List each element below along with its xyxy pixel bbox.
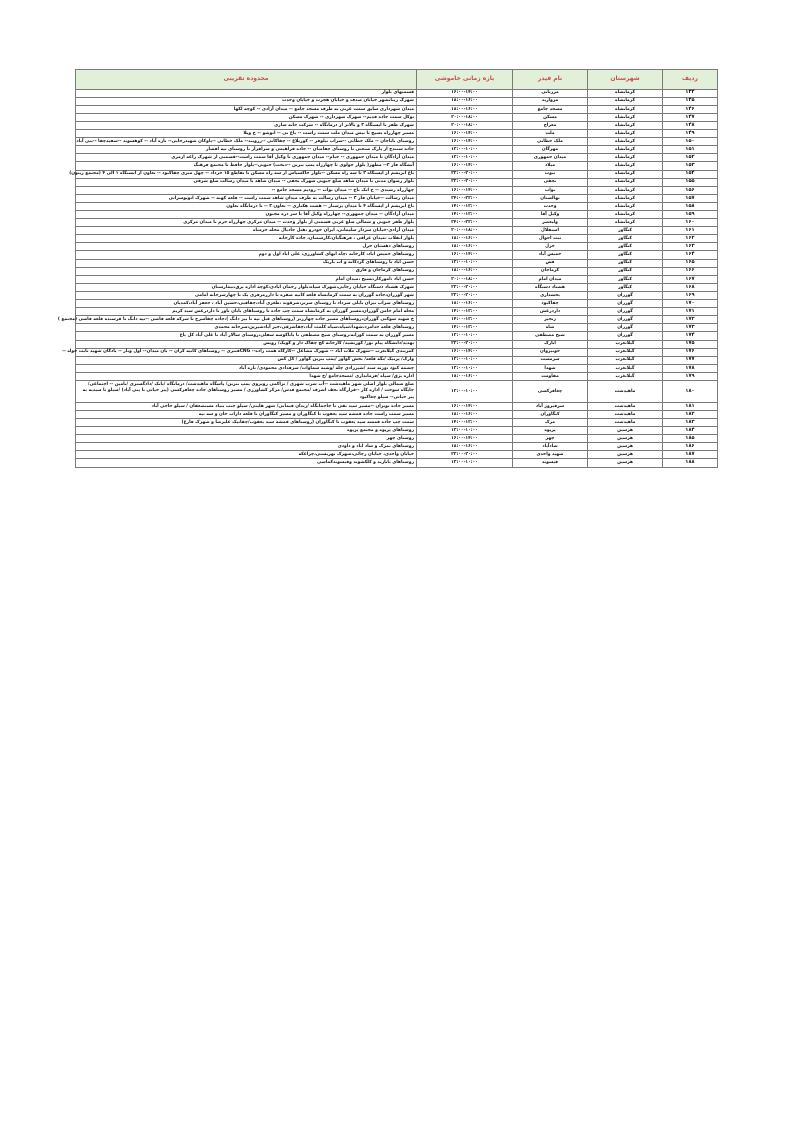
- city-cell: گیلانغرب: [588, 364, 663, 372]
- area-cell: روستاهای پرپوه و مجتمع پرپوه: [76, 427, 417, 435]
- table-row: [76, 146, 718, 154]
- time-cell: ۱۸:۰۰-۱۶:۰۰: [417, 410, 513, 418]
- area-cell: روستاهای خمیس اباد، کارخانه ،چاه ابهای کشاورزی، علی اباد اول و دوم: [76, 251, 417, 259]
- feeder-cell: پرپوه: [513, 427, 588, 435]
- area-cell: حسن اباد ،امورکار،بسیج ،میدان امام: [76, 275, 417, 283]
- row-number-cell: ۱۴۶: [663, 105, 718, 113]
- city-cell: کرمانشاه: [588, 162, 663, 170]
- city-cell: هرسین: [588, 459, 663, 467]
- table-row: [76, 324, 718, 332]
- time-cell: ۱۴:۰۰-۱۲:۰۰: [417, 324, 513, 332]
- table-row: [76, 300, 718, 308]
- feeder-cell: شادآباد: [513, 443, 588, 451]
- area-cell: سمت چپ جاده قمشه سید یعقوب تا کنگاوران (روستاهای قمشه سید یعقوب/چقانیک علیرضا و شهرک فارغ): [76, 418, 417, 426]
- time-cell: ۲۲:۰۰-۲۰:۰۰: [417, 291, 513, 299]
- time-cell: ۲۰:۰۰-۱۸:۰۰: [417, 275, 513, 283]
- time-cell: ۱۴:۰۰-۱۲:۰۰: [417, 211, 513, 219]
- area-cell: جاده سنندج از پارک صنعتی تا روستای جفامیان -- جاده فراهیمی و سرافراز تا روستای تپه افشار: [76, 146, 417, 154]
- time-cell: ۱۲:۰۰-۱۰:۰۰: [417, 356, 513, 364]
- feeder-cell: خونیروان: [513, 348, 588, 356]
- row-number-cell: ۱۷۵: [663, 340, 718, 348]
- time-cell: ۱۴:۰۰-۱۲:۰۰: [417, 308, 513, 316]
- table-row: [76, 275, 718, 283]
- table-row: [76, 316, 718, 324]
- row-number-cell: ۱۷۴: [663, 332, 718, 340]
- city-cell: کرمانشاه: [588, 130, 663, 138]
- row-number-cell: ۱۵۵: [663, 178, 718, 186]
- table-row: [76, 227, 718, 235]
- time-cell: ۲۰:۰۰-۱۸:۰۰: [417, 227, 513, 235]
- feeder-cell: مرک: [513, 418, 588, 426]
- table-row: [76, 435, 718, 443]
- time-cell: ۱۶:۰۰-۱۴:۰۰: [417, 251, 513, 259]
- area-cell: حسن اباد تا روستاهای گردکانه و اب باریک: [76, 259, 417, 267]
- area-cell: روستاهای تمرک و شاد اباد و داودی: [76, 443, 417, 451]
- city-cell: کرمانشاه: [588, 194, 663, 202]
- row-number-cell: ۱۷۹: [663, 372, 718, 380]
- table-row: [76, 251, 718, 259]
- table-row: [76, 267, 718, 275]
- row-number-cell: ۱۷۰: [663, 300, 718, 308]
- row-number-cell: ۱۵۳: [663, 162, 718, 170]
- row-number-cell: ۱۷۸: [663, 364, 718, 372]
- city-cell: گوزران: [588, 308, 663, 316]
- row-number-cell: ۱۵۱: [663, 146, 718, 154]
- city-cell: کرمانشاه: [588, 146, 663, 154]
- feeder-cell: نبوت: [513, 170, 588, 178]
- row-number-cell: ۱۸۸: [663, 459, 718, 467]
- area-cell: میدان شهرداری سابق سمت غربی به طرف مسجد جامع -- میدان آزادی -- کوچه لکها: [76, 105, 417, 113]
- time-cell: ۱۲:۰۰-۱۰:۰۰: [417, 332, 513, 340]
- table-row: [76, 97, 718, 105]
- row-number-cell: ۱۸۴: [663, 427, 718, 435]
- time-cell: ۱۶:۰۰-۱۴:۰۰: [417, 348, 513, 356]
- feeder-cell: معراج: [513, 121, 588, 129]
- city-cell: کنگاور: [588, 275, 663, 283]
- time-cell: ۱۸:۰۰-۱۶:۰۰: [417, 267, 513, 275]
- feeder-cell: میلاد: [513, 162, 588, 170]
- row-number-cell: ۱۶۷: [663, 275, 718, 283]
- row-number-cell: ۱۴۹: [663, 130, 718, 138]
- city-cell: کرمانشاه: [588, 121, 663, 129]
- time-cell: ۱۸:۰۰-۱۶:۰۰: [417, 97, 513, 105]
- table-row: [76, 356, 718, 364]
- table-row: [76, 130, 718, 138]
- area-cell: محله امام حامن گوزران،مسیر گوزران به کرمانشاه سمت چپ جاده تا روستاهای بابان باور تا داردرغش سید کریم: [76, 308, 417, 316]
- city-cell: کرمانشاه: [588, 113, 663, 121]
- time-cell: ۱۶:۰۰-۱۴:۰۰: [417, 186, 513, 194]
- table-body: [57, 89, 718, 467]
- city-cell: گوزران: [588, 291, 663, 299]
- row-number-cell: ۱۷۷: [663, 356, 718, 364]
- row-number-cell: ۱۷۳: [663, 324, 718, 332]
- row-number-cell: ۱۶۰: [663, 219, 718, 227]
- city-cell: گوزران: [588, 324, 663, 332]
- area-cell: شهر گوزران،جاده گوزران به سمت کرمانشاه قلعه کانیه صفره تا داررمزفری یک تا چهارسرخانه امامی: [76, 291, 417, 299]
- time-cell: ۲۰:۰۰-۱۸:۰۰: [417, 113, 513, 121]
- feeder-cell: مرزبانی: [513, 89, 588, 97]
- feeder-cell: نواب: [513, 186, 588, 194]
- row-number-cell: ۱۶۶: [663, 267, 718, 275]
- area-cell: بلوار رضوان مدنی تا میدان شاهد ضلع جنوبی شهرک نجفی -- میدان شاهد تا میدان رسالت ضلع شرقی: [76, 178, 417, 186]
- row-number-cell: ۱۵۹: [663, 211, 718, 219]
- city-cell: کرمانشاه: [588, 89, 663, 97]
- city-cell: گیلانغرب: [588, 340, 663, 348]
- city-cell: کنگاور: [588, 243, 663, 251]
- time-cell: ۱۲:۰۰-۱۰:۰۰: [417, 146, 513, 154]
- feeder-cell: زنجیر: [513, 316, 588, 324]
- feeder-cell: قیسوند: [513, 459, 588, 467]
- feeder-cell: داردرغش: [513, 308, 588, 316]
- table-row: [76, 89, 718, 97]
- area-cell: روستاهای قلعه خدامرد،شهدا،سپاه،سیاه کلمت آباد،چقاشرقی،جیر آبادشیرین،سرخانه محمدی: [76, 324, 417, 332]
- area-cell: بهدید/دانشگاه پیام نور/ کوربشید/ کارخانه کچ چقاک دار و کوپک/ رویش: [76, 340, 417, 348]
- time-cell: ۲۲:۰۰-۲۰:۰۰: [417, 451, 513, 459]
- feeder-cell: ملک خطابی: [513, 138, 588, 146]
- feeder-cell: ابارک: [513, 340, 588, 348]
- table-row: [76, 162, 718, 170]
- feeder-cell: فش: [513, 259, 588, 267]
- table-row: [76, 418, 718, 426]
- table-row: [76, 459, 718, 467]
- feeder-cell: شاه: [513, 324, 588, 332]
- time-cell: ۱۲:۰۰-۱۰:۰۰: [417, 427, 513, 435]
- table-row: [76, 291, 718, 299]
- table-row: [76, 194, 718, 202]
- feeder-cell: استقلال: [513, 227, 588, 235]
- feeder-cell: کنگاوران: [513, 410, 588, 418]
- time-cell: ۱۲:۰۰-۱۰:۰۰: [417, 154, 513, 162]
- table-row: [76, 340, 718, 348]
- feeder-cell: مهرگان: [513, 146, 588, 154]
- area-cell: شهرک زیبانشهر خیابان صدف و خیابان هجرت و خیابان وحدت: [76, 97, 417, 105]
- city-cell: ماهیدشت: [588, 402, 663, 410]
- time-cell: ۱۴:۰۰-۱۲:۰۰: [417, 418, 513, 426]
- feeder-cell: مروارید: [513, 97, 588, 105]
- city-cell: ماهیدشت: [588, 410, 663, 418]
- city-cell: هرسین: [588, 451, 663, 459]
- feeder-cell: ولیعصر: [513, 219, 588, 227]
- city-cell: کرمانشاه: [588, 105, 663, 113]
- table-row: [76, 348, 718, 356]
- time-cell: ۱۶:۰۰-۱۴:۰۰: [417, 130, 513, 138]
- row-number-cell: ۱۸۲: [663, 410, 718, 418]
- outage-table: [57, 69, 718, 468]
- feeder-cell: هشتاد دستگاه: [513, 283, 588, 291]
- time-cell: ۱۶:۰۰-۱۴:۰۰: [417, 138, 513, 146]
- row-number-cell: ۱۶۳: [663, 243, 718, 251]
- row-number-cell: ۱۴۵: [663, 97, 718, 105]
- feeder-cell: چهر: [513, 435, 588, 443]
- feeder-cell: نجفی: [513, 178, 588, 186]
- table-row: [76, 121, 718, 129]
- time-cell: ۲۲:۰۰-۲۰:۰۰: [417, 170, 513, 178]
- area-cell: روستاهای سراب نیران بابلی سرداد تا روستای سرتر،شرقوند ،طغری آباد،چقاقبی،حسین آباد ، جعفر آباد،کمدیان: [76, 300, 417, 308]
- feeder-cell: میدان جمهوری: [513, 154, 588, 162]
- city-cell: کنگاور: [588, 259, 663, 267]
- city-cell: ماهیدشت: [588, 380, 663, 402]
- table-row: [76, 283, 718, 291]
- time-cell: ۱۶:۰۰-۱۴:۰۰: [417, 402, 513, 410]
- outage-schedule-sheet: [57, 69, 717, 468]
- city-cell: گوزران: [588, 300, 663, 308]
- city-cell: هرسین: [588, 443, 663, 451]
- header-city: شهرستان: [588, 70, 663, 90]
- city-cell: گوزران: [588, 316, 663, 324]
- city-cell: کرمانشاه: [588, 97, 663, 105]
- table-row: [76, 154, 718, 162]
- feeder-cell: بخشداری: [513, 291, 588, 299]
- header-row-number: ردیف: [663, 70, 718, 90]
- time-cell: ۱۴:۰۰-۱۲:۰۰: [417, 316, 513, 324]
- row-number-cell: ۱۵۴: [663, 170, 718, 178]
- table-row: [76, 178, 718, 186]
- time-cell: ۱۸:۰۰-۱۶:۰۰: [417, 372, 513, 380]
- row-number-cell: ۱۸۶: [663, 443, 718, 451]
- area-cell: ضلع شمالی بلوار اصلی شهر ماهیدشت --آب شرب شهری / تراکمی روبروی پمپ بنزین/ پاسگاه ماهیدشت/ درمانگاه /بانک /دادگستری /تامین -- اجتماعی/ جایگاه سوخت / اداره کار --قرارگاه نجف اشرف /مجتمع قدس/ مرکز کشاورزی / مسیر روستاهای جاده چغاقرکسی (پیر حیاتی تا پنی آباد) /سیلو تا سیدیه به پیر حیاتی-- سیلو چغاکبود: [76, 380, 417, 402]
- time-cell: ۲۲:۰۰-۲۰:۰۰: [417, 283, 513, 291]
- city-cell: کنگاور: [588, 283, 663, 291]
- area-cell: شهرک هشتاد دستگاه خیابان رجایی،شهرک سپاه،بلوار رحمان ابادی،کوچه اداره برق،بیمارستان: [76, 283, 417, 291]
- table-row: [76, 410, 718, 418]
- city-cell: کنگاور: [588, 235, 663, 243]
- city-cell: کرمانشاه: [588, 154, 663, 162]
- area-cell: میدان آزادی-خیابان سردار سلیمانی، ایران خودرو ،هتل جادیال محله خرمتاه: [76, 227, 417, 235]
- area-cell: بلوار انقلاب ،میدان عراقی ، فرهنگیان،کارسمنان، جاده کارخانه: [76, 235, 417, 243]
- time-cell: ۲۴:۰۰-۲۲:۰۰: [417, 194, 513, 202]
- row-number-cell: ۱۸۳: [663, 418, 718, 426]
- row-number-cell: ۱۴۷: [663, 113, 718, 121]
- table-row: [76, 235, 718, 243]
- area-cell: روستای چهر: [76, 435, 417, 443]
- table-row: [76, 243, 718, 251]
- row-number-cell: ۱۸۱: [663, 402, 718, 410]
- row-number-cell: ۱۴۸: [663, 121, 718, 129]
- row-number-cell: ۱۵۶: [663, 186, 718, 194]
- feeder-cell: مسجد جامع: [513, 105, 588, 113]
- row-number-cell: ۱۶۲: [663, 235, 718, 243]
- row-number-cell: ۱۶۱: [663, 227, 718, 235]
- row-number-cell: ۱۵۷: [663, 194, 718, 202]
- table-row: [76, 202, 718, 210]
- table-row: [76, 332, 718, 340]
- area-cell: میدان آزادگان تا میدان جمهوری -- خیام-- میدان جمهوری تا وکیل آقا سمت راست--قسمتی از شهرک زاغه ازمری: [76, 154, 417, 162]
- row-number-cell: ۱۴۴: [663, 89, 718, 97]
- feeder-cell: کرماجان: [513, 267, 588, 275]
- feeder-cell: سرمست: [513, 356, 588, 364]
- header-time: بازه زمانی خاموشی: [417, 70, 513, 90]
- area-cell: مسیر جاده نوبران --مسیر سید نقی تا جاجمانگاه /زندان قیمانی/ شهر هلیتی/ سیلو جنب بنیاد مستضعفان / سیلو حاجی آباد: [76, 402, 417, 410]
- time-cell: ۲۰:۰۰-۱۸:۰۰: [417, 121, 513, 129]
- area-cell: اداره برق/ سپاه /فرمانداری /مسجدجامع /خ شهدا: [76, 372, 417, 380]
- header-area: محدوده تقریبی: [76, 70, 417, 90]
- area-cell: مسیر چهارراه بسیج تا نبش میدان ملت سمت راست -- باغ نی -- اتوشو -- خ ویلا: [76, 130, 417, 138]
- feeder-cell: خزل: [513, 243, 588, 251]
- area-cell: وارک/ پرتیک /تگه قلعه/ بخش گوآور /پمپ بنزین گوآور / کل کش: [76, 356, 417, 364]
- table-row: [76, 113, 718, 121]
- row-number-cell: ۱۶۴: [663, 251, 718, 259]
- row-number-cell: ۱۵۲: [663, 154, 718, 162]
- feeder-cell: شهید واحدی: [513, 451, 588, 459]
- feeder-cell: وکیل آقا: [513, 211, 588, 219]
- table-row: [76, 427, 718, 435]
- time-cell: ۱۲:۰۰-۱۰:۰۰: [417, 380, 513, 402]
- feeder-cell: چغاقرکسی: [513, 380, 588, 402]
- header-feeder: نام فیدر: [513, 70, 588, 90]
- table-row: [76, 364, 718, 372]
- area-cell: آتشگاه فاز ۲-- مطهر( بلوار جولوی تا چهارراه پمپ بنزین --دبخت) جنوبی--بلوار حافظ تا مجتمع فرهنگ: [76, 162, 417, 170]
- table-row: [76, 105, 718, 113]
- area-cell: بلوار ظفر جنوبی و شمالی ضلع غربی قسمتی از بلوار وحدت -- میدان مرکزی چهارراه خرم تا میدان مرکزی: [76, 219, 417, 227]
- city-cell: کنگاور: [588, 251, 663, 259]
- area-cell: کمربندی گیلانغرب --شهرک ملات آباد -- شهرک مشاغل --کارگاه همت زاده-- CNGقنتری -- روستاهای کانیه کران -- بان میدان-- اول وبار -- یادگان شهید ثابت خواه --: [76, 348, 417, 356]
- table-row: [76, 443, 718, 451]
- time-cell: ۱۶:۰۰-۱۴:۰۰: [417, 435, 513, 443]
- feeder-cell: ثبت احوال: [513, 235, 588, 243]
- area-cell: چهارراه رشیدی -- خ اتک تاج -- میدان نواب -- رودیم مسجد جامع --: [76, 186, 417, 194]
- area-cell: مسیر گوزران به سمت کوزانه،روستای شیخ مصطفی تا باباکوسه سفلی،روستای سالار آباد تا علی آباد کل باغ: [76, 332, 417, 340]
- city-cell: کرمانشاه: [588, 211, 663, 219]
- city-cell: گیلانغرب: [588, 372, 663, 380]
- city-cell: گوزران: [588, 332, 663, 340]
- area-cell: روستاهای کرماجان و فارق: [76, 267, 417, 275]
- area-cell: شهرک ظفر تا ایستگاه ۳ و بالاتر از درمانگاه -- شرکت خانه سازی: [76, 121, 417, 129]
- area-cell: خ شهید شوکتی گوزران،روستاهای مسیر جاده چهارزبر (روستاهای قبل تپه تا بیر دانگ )،جاده چقاسرخ تا سرکه قلعه قاضی --تپه دانگ تا فرسنده قلعه قاضی (مجتمع ): [76, 316, 417, 324]
- feeder-cell: چقاکبود: [513, 300, 588, 308]
- table-row: [76, 170, 718, 178]
- city-cell: هرسین: [588, 435, 663, 443]
- row-number-cell: ۱۶۸: [663, 283, 718, 291]
- table-row: [76, 380, 718, 402]
- city-cell: ماهیدشت: [588, 418, 663, 426]
- time-cell: ۱۸:۰۰-۱۶:۰۰: [417, 105, 513, 113]
- table-row: [76, 259, 718, 267]
- row-number-cell: ۱۷۲: [663, 316, 718, 324]
- time-cell: ۱۶:۰۰-۱۴:۰۰: [417, 89, 513, 97]
- time-cell: ۱۸:۰۰-۱۶:۰۰: [417, 243, 513, 251]
- row-number-cell: ۱۵۸: [663, 202, 718, 210]
- row-number-cell: ۱۵۰: [663, 138, 718, 146]
- feeder-cell: شهدا: [513, 364, 588, 372]
- area-cell: قسمتهای بلوار: [76, 89, 417, 97]
- area-cell: باغ ابریشم از ایستگاه ۳ تا سه راه مسکن --بلوار خاکسپاس از سه راه مسکن تا تقاطع ۱۵ خرداد -- چهل متری چقاکبود -- تعاون از ایستگاه ۱ الی ۴ (مجتمع زیتون): [76, 170, 417, 178]
- time-cell: ۱۲:۰۰-۱۰:۰۰: [417, 259, 513, 267]
- table-row: [76, 219, 718, 227]
- time-cell: ۲۲:۰۰-۲۰:۰۰: [417, 178, 513, 186]
- area-cell: چشمه کبود ،وزنه سند /شیرزادی چله /وشته سماوات/ سرفدادی محمودی/ تازه آباد: [76, 364, 417, 372]
- city-cell: کرمانشاه: [588, 186, 663, 194]
- city-cell: کرمانشاه: [588, 219, 663, 227]
- table-row: [76, 308, 718, 316]
- table-row: [76, 451, 718, 459]
- area-cell: مسیر سمت راست جاده قمشه سید یعقوب تا کنگاوران و مسیر کنگاوران تا قلعه داراب خان و سه تپه: [76, 410, 417, 418]
- row-number-cell: ۱۶۹: [663, 291, 718, 299]
- feeder-cell: خمیس آباد: [513, 251, 588, 259]
- time-cell: ۱۶:۰۰-۱۴:۰۰: [417, 162, 513, 170]
- time-cell: ۲۴:۰۰-۲۲:۰۰: [417, 219, 513, 227]
- city-cell: هرسین: [588, 427, 663, 435]
- area-cell: روستاهای دهستان خزل: [76, 243, 417, 251]
- feeder-cell: وحدت: [513, 202, 588, 210]
- time-cell: ۲۲:۰۰-۲۰:۰۰: [417, 340, 513, 348]
- city-cell: گیلانغرب: [588, 348, 663, 356]
- table-row: [76, 186, 718, 194]
- row-number-cell: ۱۸۰: [663, 380, 718, 402]
- table-row: [76, 402, 718, 410]
- area-cell: خیابان واحدی، خیابان رجائی،شهرک بهزیستی،چراغکه: [76, 451, 417, 459]
- table-row: [76, 372, 718, 380]
- feeder-cell: سرفیروز آباد: [513, 402, 588, 410]
- feeder-cell: شیخ مصطفی: [513, 332, 588, 340]
- feeder-cell: میدان امام: [513, 275, 588, 283]
- time-cell: ۱۴:۰۰-۱۲:۰۰: [417, 202, 513, 210]
- area-cell: توکل سمت جاده قدیم-- شهرک شهرداری -- شهرک مسکن: [76, 113, 417, 121]
- row-number-cell: ۱۷۱: [663, 308, 718, 316]
- city-cell: کنگاور: [588, 227, 663, 235]
- area-cell: باغ ابریشم از ایستگاه ۴ تا میدان پرستار -- هشت هکتاری -- تعاون ۳ -- تا درمانگاه تعاون: [76, 202, 417, 210]
- area-cell: میدان آزادگان -- میدان جمهوری-- چهارراه وکیل آقا تا سر دره مجنون: [76, 211, 417, 219]
- city-cell: کنگاور: [588, 267, 663, 275]
- table-row: [76, 211, 718, 219]
- feeder-cell: مقاومت: [513, 372, 588, 380]
- area-cell: روستاهای بابازید و کلکشوند وقیسوندکماسی: [76, 459, 417, 467]
- time-cell: ۱۸:۰۰-۱۶:۰۰: [417, 443, 513, 451]
- city-cell: کرمانشاه: [588, 178, 663, 186]
- row-number-cell: ۱۷۶: [663, 348, 718, 356]
- table-row: [76, 138, 718, 146]
- time-cell: ۱۲:۰۰-۱۰:۰۰: [417, 364, 513, 372]
- table-header-row: [76, 70, 718, 90]
- city-cell: کرمانشاه: [588, 202, 663, 210]
- time-cell: ۱۸:۰۰-۱۶:۰۰: [417, 300, 513, 308]
- area-cell: میدان رسالت --خیابان فاز ۳ -- میدان رسالت به طرف میدان شاهد سمت راست -- قلعه کهنه -- شهرک اتوبوسرانی: [76, 194, 417, 202]
- feeder-cell: ملت: [513, 130, 588, 138]
- row-number-cell: ۱۸۵: [663, 435, 718, 443]
- row-number-cell: ۱۸۷: [663, 451, 718, 459]
- city-cell: گیلانغرب: [588, 356, 663, 364]
- feeder-cell: مسکن: [513, 113, 588, 121]
- time-cell: ۱۸:۰۰-۱۶:۰۰: [417, 235, 513, 243]
- city-cell: کرمانشاه: [588, 138, 663, 146]
- area-cell: روستای باباجان -- ملک خطابی --سراب نیلوفر -- کوریلاغ -- چقاکانی --زرویند-- ملک خطابی --یاوکان شهیدرجایی-- تازه آباد -- کوهسوند --سفیدچقا --بنی آباد: [76, 138, 417, 146]
- feeder-cell: نهالستان: [513, 194, 588, 202]
- time-cell: ۱۲:۰۰-۱۰:۰۰: [417, 459, 513, 467]
- city-cell: کرمانشاه: [588, 170, 663, 178]
- row-number-cell: ۱۶۵: [663, 259, 718, 267]
